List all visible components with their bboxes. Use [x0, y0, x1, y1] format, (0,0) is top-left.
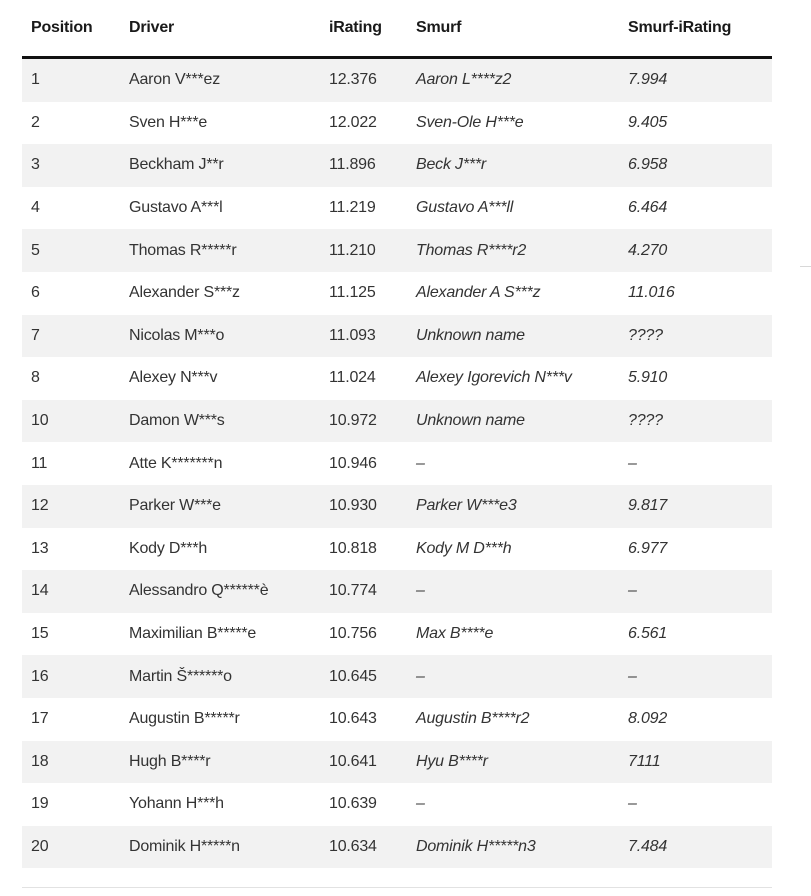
cell-irating: 12.022: [320, 102, 407, 145]
cell-position: 20: [22, 826, 120, 869]
cell-smurf: Aaron L****z2: [407, 58, 619, 102]
cell-irating: 11.219: [320, 187, 407, 230]
cell-irating: 10.643: [320, 698, 407, 741]
cell-position: 2: [22, 102, 120, 145]
cell-smurf-irating: 11.016: [619, 272, 772, 315]
cell-irating: 11.125: [320, 272, 407, 315]
table-row: [22, 187, 772, 230]
cell-smurf-irating: 7.994: [619, 58, 772, 102]
cell-irating: 10.972: [320, 400, 407, 443]
cell-irating: 10.774: [320, 570, 407, 613]
cell-irating: 10.634: [320, 826, 407, 869]
cell-smurf: –: [407, 570, 619, 613]
table-row: [22, 741, 772, 784]
header-driver: Driver: [120, 0, 320, 58]
cell-smurf-irating: 6.464: [619, 187, 772, 230]
cell-position: 19: [22, 783, 120, 826]
cell-smurf-irating: 5.910: [619, 357, 772, 400]
table-row: [22, 613, 772, 656]
cell-driver: Parker W***e: [120, 485, 320, 528]
cell-smurf-irating: 9.405: [619, 102, 772, 145]
cell-smurf-irating: 7111: [619, 741, 772, 784]
cell-irating: 10.756: [320, 613, 407, 656]
table-row: [22, 357, 772, 400]
cell-position: 13: [22, 528, 120, 571]
cell-smurf-irating: –: [619, 783, 772, 826]
table-row: [22, 102, 772, 145]
cell-driver: Thomas R*****r: [120, 229, 320, 272]
cell-smurf-irating: ????: [619, 315, 772, 358]
cell-position: 11: [22, 442, 120, 485]
table-row: [22, 229, 772, 272]
cell-driver: Alexey N***v: [120, 357, 320, 400]
cell-smurf: –: [407, 442, 619, 485]
cell-position: 16: [22, 655, 120, 698]
table-row: [22, 144, 772, 187]
cell-smurf-irating: –: [619, 570, 772, 613]
cell-smurf: Augustin B****r2: [407, 698, 619, 741]
cell-smurf: –: [407, 783, 619, 826]
cell-driver: Alessandro Q******è: [120, 570, 320, 613]
table-row: [22, 272, 772, 315]
cell-smurf-irating: ????: [619, 400, 772, 443]
header-irating: iRating: [320, 0, 407, 58]
cell-driver: Augustin B*****r: [120, 698, 320, 741]
cell-smurf-irating: 7.484: [619, 826, 772, 869]
page-edge-marker: [800, 266, 811, 267]
cell-smurf: Beck J***r: [407, 144, 619, 187]
cell-driver: Gustavo A***l: [120, 187, 320, 230]
cell-position: 18: [22, 741, 120, 784]
table-row: [22, 442, 772, 485]
cell-driver: Kody D***h: [120, 528, 320, 571]
table-row: [22, 400, 772, 443]
table-row: [22, 698, 772, 741]
cell-irating: 11.896: [320, 144, 407, 187]
cell-position: 7: [22, 315, 120, 358]
cell-position: 8: [22, 357, 120, 400]
cell-driver: Alexander S***z: [120, 272, 320, 315]
table-bottom-divider: [22, 887, 772, 888]
cell-smurf: Unknown name: [407, 315, 619, 358]
cell-smurf: Kody M D***h: [407, 528, 619, 571]
table-row: [22, 485, 772, 528]
cell-position: 1: [22, 58, 120, 102]
cell-smurf: Alexey Igorevich N***v: [407, 357, 619, 400]
cell-position: 4: [22, 187, 120, 230]
table-row: [22, 655, 772, 698]
table-row: [22, 826, 772, 869]
cell-driver: Yohann H***h: [120, 783, 320, 826]
cell-driver: Atte K*******n: [120, 442, 320, 485]
table-row: [22, 528, 772, 571]
cell-smurf-irating: 9.817: [619, 485, 772, 528]
table-row: [22, 315, 772, 358]
table-header: [22, 0, 772, 58]
cell-driver: Dominik H*****n: [120, 826, 320, 869]
cell-smurf-irating: –: [619, 655, 772, 698]
cell-smurf: Unknown name: [407, 400, 619, 443]
cell-smurf: Thomas R****r2: [407, 229, 619, 272]
cell-irating: 10.641: [320, 741, 407, 784]
cell-smurf: Parker W***e3: [407, 485, 619, 528]
cell-position: 3: [22, 144, 120, 187]
cell-smurf: Max B****e: [407, 613, 619, 656]
cell-driver: Damon W***s: [120, 400, 320, 443]
driver-ranking-table: [22, 0, 772, 868]
cell-smurf-irating: 6.977: [619, 528, 772, 571]
cell-driver: Aaron V***ez: [120, 58, 320, 102]
cell-driver: Hugh B****r: [120, 741, 320, 784]
cell-position: 14: [22, 570, 120, 613]
header-smurf-irating: Smurf-iRating: [619, 0, 772, 58]
cell-irating: 10.930: [320, 485, 407, 528]
cell-smurf: –: [407, 655, 619, 698]
table-row: [22, 58, 772, 102]
cell-position: 12: [22, 485, 120, 528]
table-row: [22, 570, 772, 613]
cell-driver: Sven H***e: [120, 102, 320, 145]
cell-smurf-irating: 4.270: [619, 229, 772, 272]
cell-irating: 11.210: [320, 229, 407, 272]
header-position: Position: [22, 0, 120, 58]
cell-smurf-irating: 6.561: [619, 613, 772, 656]
cell-position: 15: [22, 613, 120, 656]
cell-driver: Nicolas M***o: [120, 315, 320, 358]
cell-position: 5: [22, 229, 120, 272]
cell-smurf: Dominik H*****n3: [407, 826, 619, 869]
header-smurf: Smurf: [407, 0, 619, 58]
cell-driver: Maximilian B*****e: [120, 613, 320, 656]
cell-irating: 10.639: [320, 783, 407, 826]
cell-position: 6: [22, 272, 120, 315]
cell-smurf-irating: 8.092: [619, 698, 772, 741]
cell-irating: 10.818: [320, 528, 407, 571]
cell-irating: 11.093: [320, 315, 407, 358]
table-row: [22, 783, 772, 826]
cell-position: 17: [22, 698, 120, 741]
ranking-table-container: [22, 0, 772, 868]
header-row: [22, 0, 772, 58]
cell-irating: 10.645: [320, 655, 407, 698]
cell-driver: Beckham J**r: [120, 144, 320, 187]
table-body: [22, 58, 772, 869]
cell-irating: 12.376: [320, 58, 407, 102]
cell-driver: Martin Š******o: [120, 655, 320, 698]
cell-position: 10: [22, 400, 120, 443]
cell-smurf: Sven-Ole H***e: [407, 102, 619, 145]
cell-smurf-irating: 6.958: [619, 144, 772, 187]
cell-irating: 11.024: [320, 357, 407, 400]
cell-irating: 10.946: [320, 442, 407, 485]
cell-smurf: Gustavo A***ll: [407, 187, 619, 230]
cell-smurf-irating: –: [619, 442, 772, 485]
cell-smurf: Alexander A S***z: [407, 272, 619, 315]
cell-smurf: Hyu B****r: [407, 741, 619, 784]
